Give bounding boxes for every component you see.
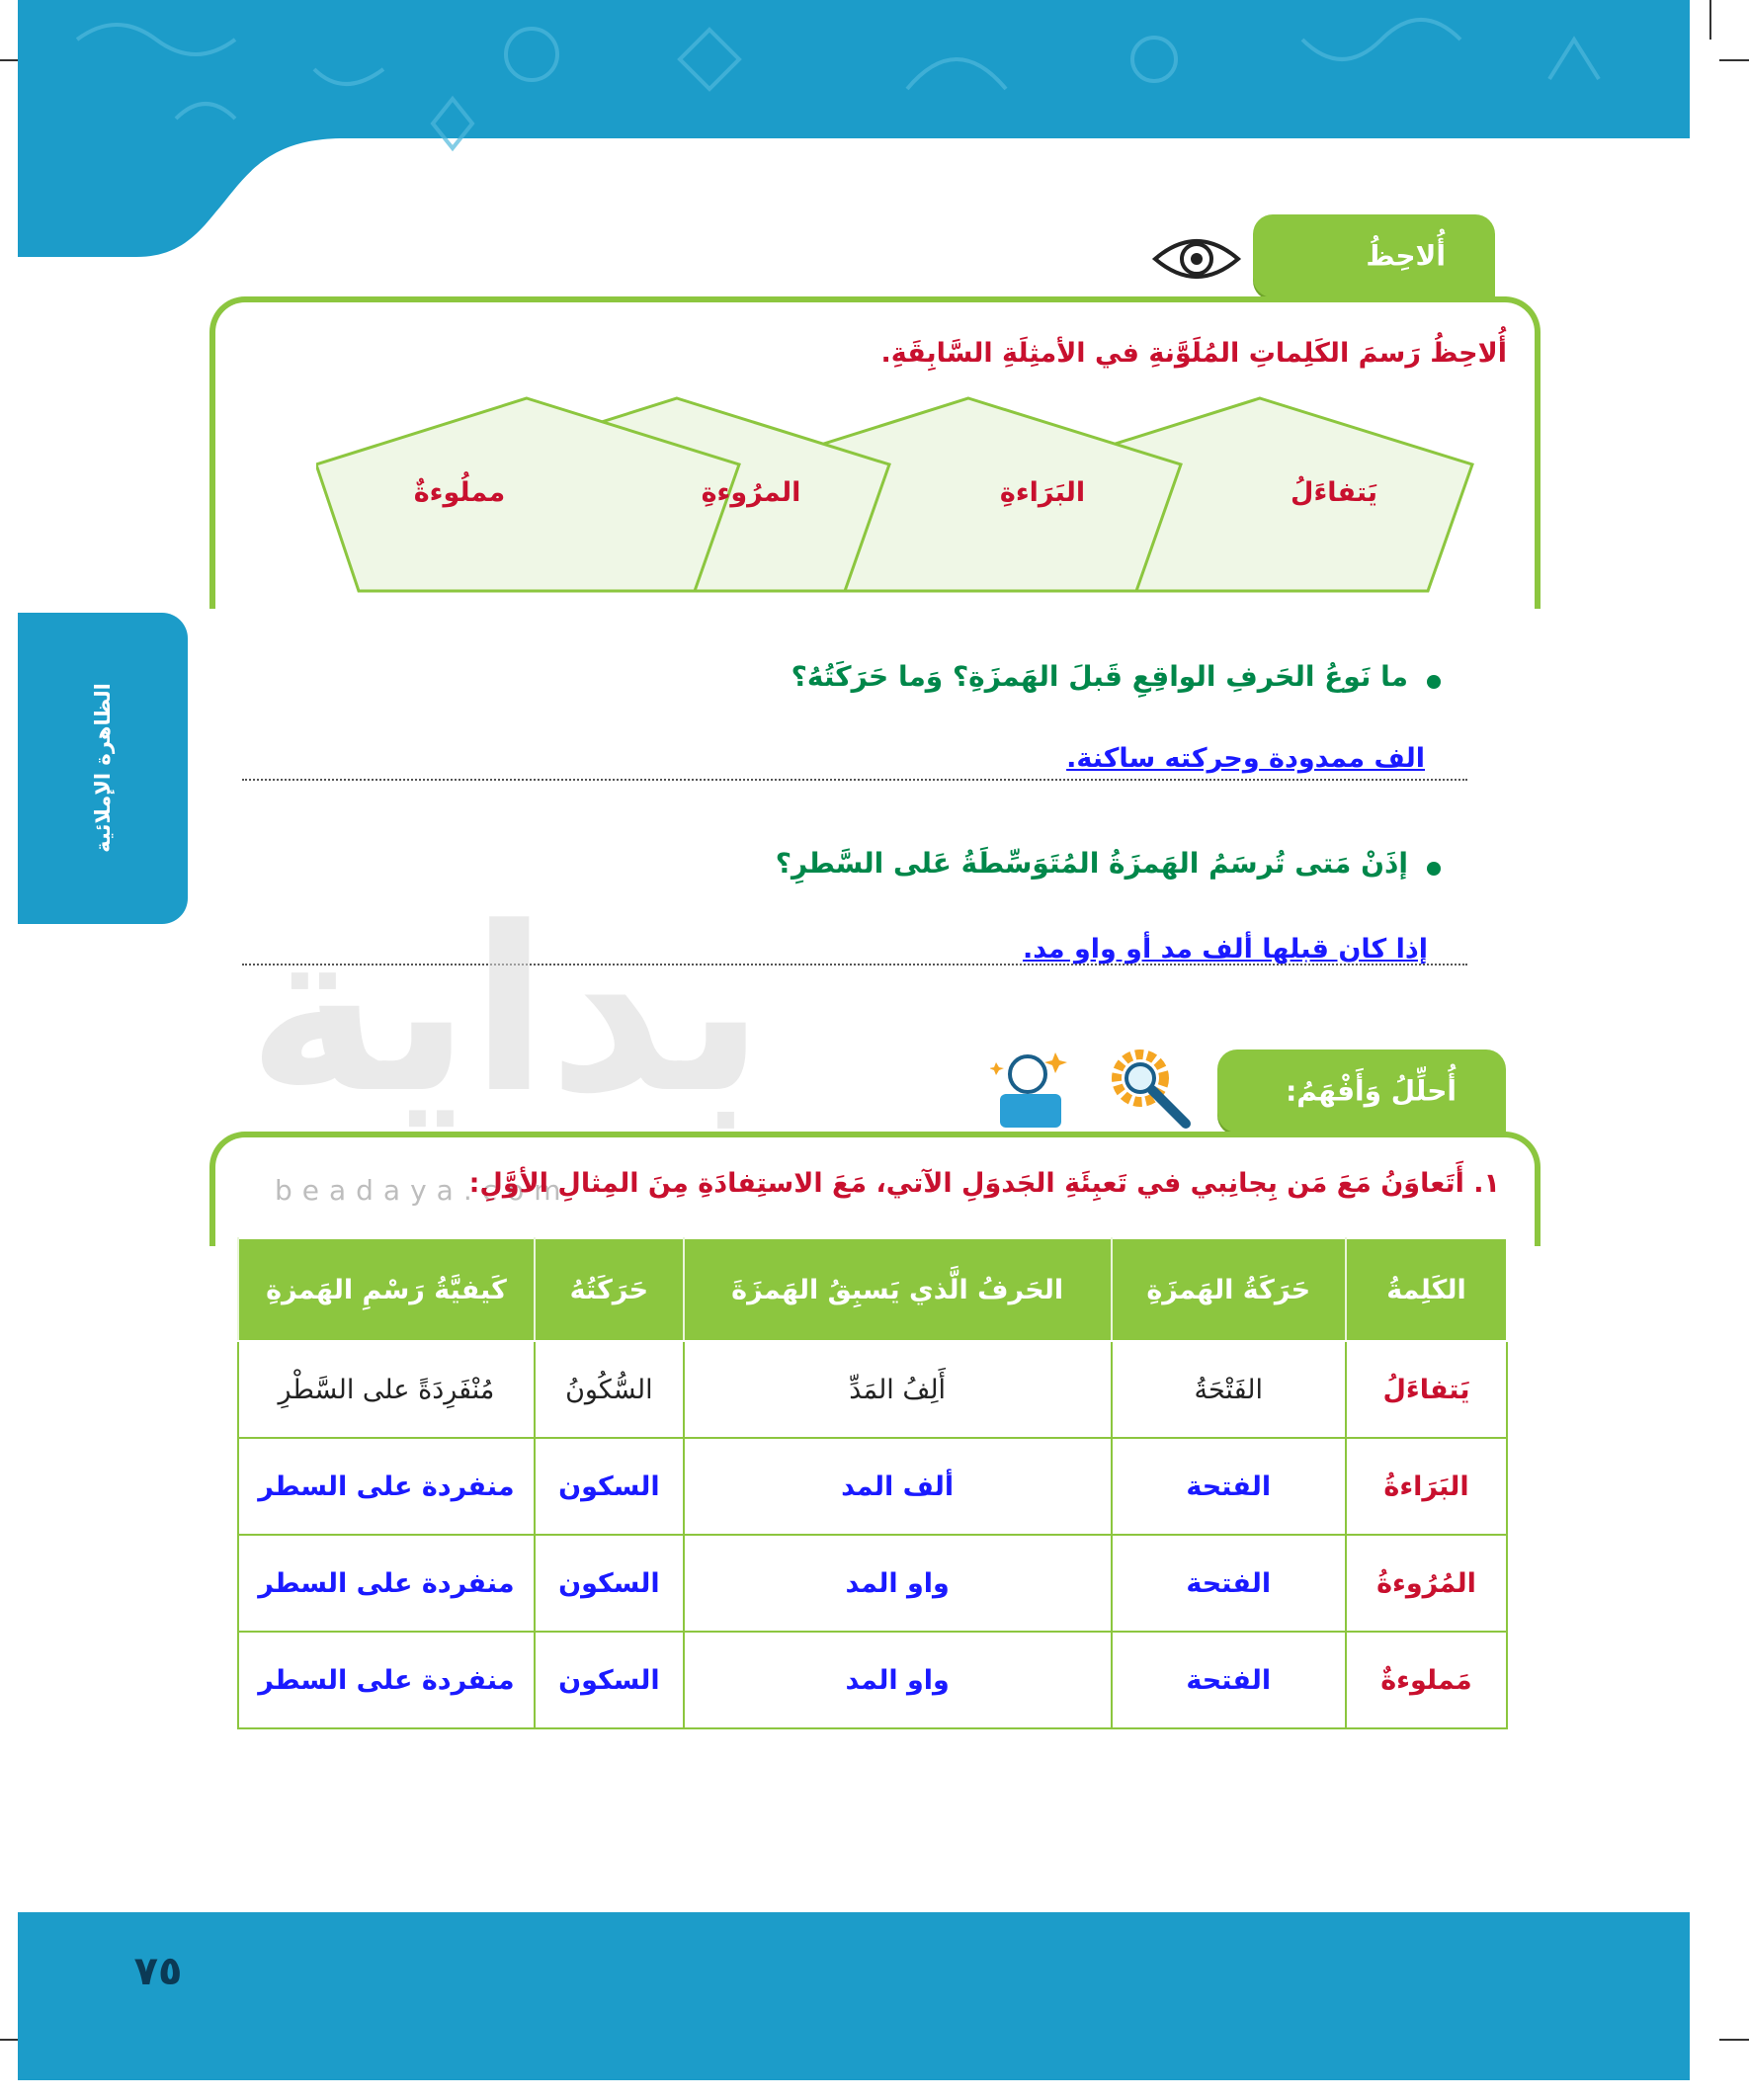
eye-icon <box>1151 229 1242 289</box>
table-row <box>238 1438 1507 1535</box>
pentagon-word-1: يَتفاءَلُ <box>1291 477 1377 508</box>
bottom-band <box>18 1912 1690 2080</box>
analyze-title: أُحلِّلُ وَأَفْهَمُ: <box>1286 1074 1457 1108</box>
crop-mark <box>1719 59 1749 61</box>
table-cell: السكون <box>535 1632 684 1728</box>
side-tab-label: الظاهرة الإملائية <box>91 683 115 853</box>
table-cell: السكون <box>535 1535 684 1632</box>
side-chapter-tab <box>18 613 188 924</box>
table-row <box>238 1535 1507 1632</box>
table-cell: المُرُوءةُ <box>1346 1535 1507 1632</box>
table-cell: واو المد <box>684 1632 1112 1728</box>
crop-mark <box>1719 2039 1749 2041</box>
question-2: إذَنْ مَتى تُرسَمُ الهَمزَةُ المُتَوَسِّطَةُ عَلى السَّطرِ؟ <box>775 847 1408 880</box>
observe-header <box>1253 214 1495 297</box>
table-cell: السُّكُونُ <box>535 1341 684 1438</box>
watermark-url: beadaya.com <box>275 1174 571 1207</box>
table-header-row <box>238 1238 1507 1341</box>
header-hamza-form: كَيفيَّةُ رَسْمِ الهَمزةِ <box>238 1238 535 1341</box>
watermark-logo: بداية <box>247 880 765 1143</box>
pentagon-word-2: البَرَاءةِ <box>999 477 1086 508</box>
pentagon-word-4: مملُوءةٌ <box>413 477 506 508</box>
header-word: الكَلِمةُ <box>1346 1238 1507 1341</box>
observe-instruction: أُلاحِظُ رَسمَ الكَلِماتِ المُلَوَّنةِ في الأمثِلَةِ السَّابِقَةِ. <box>880 338 1507 369</box>
table-cell: الفتحة <box>1112 1632 1346 1728</box>
hamza-table <box>237 1237 1508 1729</box>
table-cell: ألف المد <box>684 1438 1112 1535</box>
table-cell: الفتحة <box>1112 1438 1346 1535</box>
crop-mark <box>1709 0 1711 40</box>
observe-title: أُلاحِظُ <box>1366 239 1446 273</box>
table-cell: منفردة على السطر <box>238 1535 535 1632</box>
bullet-icon <box>1427 862 1441 876</box>
table-cell: منفردة على السطر <box>238 1438 535 1535</box>
table-cell: واو المد <box>684 1535 1112 1632</box>
table-cell: أَلِفُ المَدِّ <box>684 1341 1112 1438</box>
analyze-instruction: ١. أَتَعاوَنُ مَعَ مَن بِجانِبي في تَعبِئَةِ الجَدوَلِ الآتي، مَعَ الاستِفادَةِ مِنَ المِثالِ الأوَّلِ: <box>468 1168 1500 1199</box>
magnifier-gear-icon <box>1105 1043 1196 1132</box>
table-cell: مَملوءةٌ <box>1346 1632 1507 1728</box>
table-cell: مُنْفَرِدَةً على السَّطْرِ <box>238 1341 535 1438</box>
pentagon-word-3: المرُوءةِ <box>701 477 801 508</box>
table-cell: يَتفاءَلُ <box>1346 1341 1507 1438</box>
table-cell: البَرَاءةُ <box>1346 1438 1507 1535</box>
table-row <box>238 1341 1507 1438</box>
header-hamza-vowel: حَرَكَةُ الهَمزَةِ <box>1112 1238 1346 1341</box>
header-preceding-letter: الحَرفُ الَّذي يَسبِقُ الهَمزَةَ <box>684 1238 1112 1341</box>
question-1: ما نَوعُ الحَرفِ الواقِعِ قَبلَ الهَمزَةِ؟ وَما حَرَكَتُهُ؟ <box>791 660 1408 693</box>
thinking-person-icon <box>990 1043 1081 1132</box>
table-row <box>238 1632 1507 1728</box>
bullet-icon <box>1427 675 1441 689</box>
table-cell: منفردة على السطر <box>238 1632 535 1728</box>
answer-1: الف ممدودة وحركته ساكنة. <box>1066 743 1425 774</box>
header-letter-vowel: حَرَكَتُهُ <box>535 1238 684 1341</box>
table-cell: الفَتْحَةُ <box>1112 1341 1346 1438</box>
answer-line-1 <box>242 779 1467 781</box>
analyze-header <box>1217 1050 1506 1133</box>
table-cell: السكون <box>535 1438 684 1535</box>
answer-2: إذا كان قبلها ألف مد أو واو مد. <box>1022 934 1428 965</box>
table-cell: الفتحة <box>1112 1535 1346 1632</box>
page-number: ٧٥ <box>133 1949 183 1994</box>
